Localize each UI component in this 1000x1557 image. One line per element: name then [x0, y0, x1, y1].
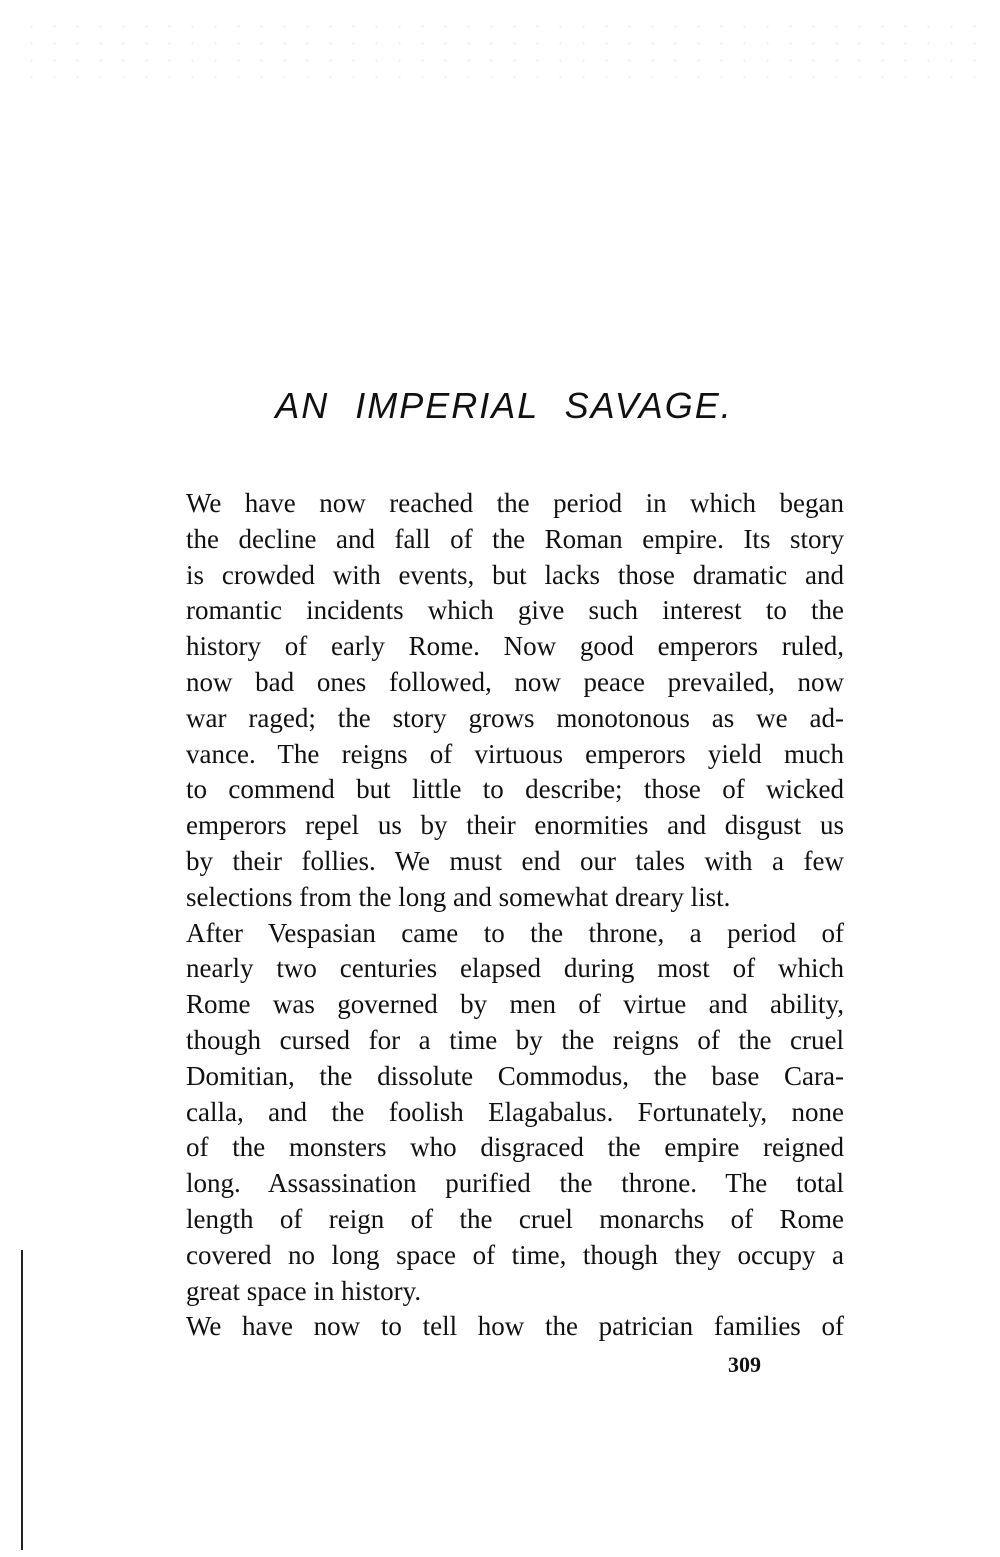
chapter-title: AN IMPERIAL SAVAGE. — [275, 385, 733, 426]
text-line: We have now to tell how the patrician families of — [186, 1311, 844, 1342]
text-line: covered no long space of time, though they occupy a — [186, 1239, 844, 1270]
text-line: We have now reached the period in which began — [186, 488, 844, 518]
text-line: great space in history. — [186, 1275, 422, 1306]
page-number: 309 — [728, 1352, 761, 1377]
text-line: though cursed for a time by the reigns of the cruel — [186, 1024, 844, 1055]
text-line: romantic incidents which give such interest to the — [186, 595, 844, 626]
text-line: Rome was governed by men of virtue and ability, — [186, 989, 844, 1020]
paper-speckle — [20, 18, 980, 78]
text-line: emperors repel us by their enormities and disgust us — [186, 810, 844, 841]
text-line: length of reign of the cruel monarchs of Rome — [186, 1203, 844, 1234]
paragraph-2 — [158, 916, 844, 1310]
text-line: Domitian, the dissolute Commodus, the base Cara- — [186, 1060, 844, 1091]
text-line: the decline and fall of the Roman empire. Its story — [186, 523, 844, 554]
text-line: of the monsters who disgraced the empire reigned — [186, 1132, 844, 1163]
text-line: history of early Rome. Now good emperors ruled, — [186, 631, 844, 662]
text-line: long. Assassination purified the throne. The total — [186, 1168, 844, 1199]
text-line: After Vespasian came to the throne, a period of — [186, 917, 844, 948]
text-line: vance. The reigns of virtuous emperors yield much — [186, 738, 844, 769]
text-line: war raged; the story grows monotonous as we ad- — [186, 702, 844, 733]
paragraph-1 — [158, 486, 844, 916]
text-line: is crowded with events, but lacks those dramatic and — [186, 559, 844, 590]
text-line: by their follies. We must end our tales with a few — [186, 845, 844, 876]
text-line: to commend but little to describe; those of wicked — [186, 774, 844, 805]
body-text — [158, 486, 844, 1345]
text-line: selections from the long and somewhat dreary list. — [186, 881, 731, 912]
paragraph-3 — [158, 1309, 844, 1345]
text-line: now bad ones followed, now peace prevailed, now — [186, 666, 844, 697]
text-line: nearly two centuries elapsed during most of which — [186, 953, 844, 984]
text-line: calla, and the foolish Elagabalus. Fortunately, none — [186, 1096, 844, 1127]
binding-edge-mark — [21, 1250, 23, 1550]
